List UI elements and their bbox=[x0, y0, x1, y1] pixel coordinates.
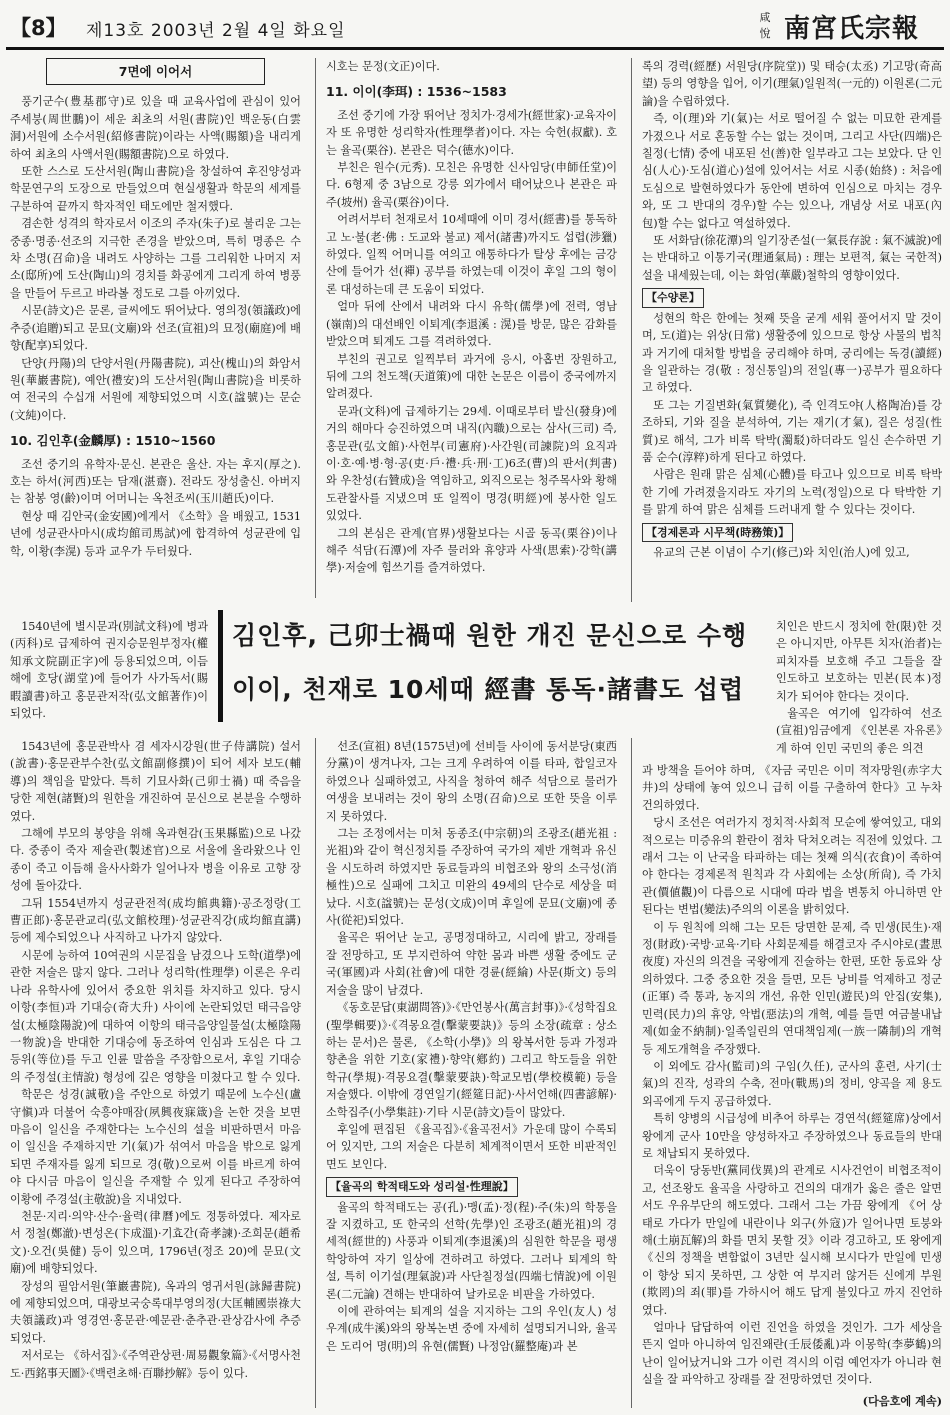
paragraph: 겸손한 성격의 학자로서 이조의 주자(朱子)로 불리운 그는 중종·명종·선조의 지극한 존경을 받았으며, 특히 명종은 수차 소명(召命)을 내려도 사양하는 그를 그리워한 나머지 저소(邸所)에 도산(陶山)의 경치를 화공에게 그리게 하여 병풍을 만들어 두르고 바라볼 정도로 그를 아끼었다. bbox=[10, 217, 301, 300]
paragraph: 얼마 뒤에 산에서 내려와 다시 유학(儒學)에 전력, 영남(嶺南)의 대선배인 이퇴계(李退溪 : 滉)를 방문, 많은 감화를 받았으며 퇴계도 그를 격려하였다. bbox=[326, 300, 617, 349]
subsection-heading: 【율곡의 학적태도와 성리설·性理說】 bbox=[326, 1177, 518, 1196]
paragraph: 어려서부터 천재로서 10세때에 이미 경서(經書)를 통독하고 노·불(老·佛 : 도교와 불교) 제서(諸書)까지도 섭렵(涉獵)하였다. 일찍 어머니를 여의고 애통하다가 탈상 후에는 금강산에 들어가 선(禪) 공부를 하였는데 이것이 후일 그의 형이론 대성하는데 큰 도움이 되었다. bbox=[326, 213, 617, 296]
paragraph: 《동호문답(東湖問答)》·《만언봉사(萬言封事)》·《성학집요(聖學輯要)》·《격몽요결(擊蒙要訣)》등의 소장(疏章 : 상소하는 문서)은 물론, 《소학(小學)》의 왕복서한 등과 가정과 향촌을 위한 기호(家禮)·향약(鄕約) 그리고 학도들을 위한 학규(學規)·격몽요결(擊蒙要訣)·학교모범(學校模範) 등을 저술했다. 이밖에 경연일기(經筵日記)·사서언해(四書諺解)·소학집주(小學集註)·기타 시문(詩文)들이 많았다. bbox=[326, 1001, 617, 1119]
section-heading: 10. 김인후(金麟厚) : 1510~1560 bbox=[10, 433, 216, 449]
paragraph: 성현의 학은 한에는 첫째 뜻을 굳게 세워 풀어서지 말 것이며, 도(道)는 위상(日常) 생활중에 있으므로 항상 사물의 법칙과 거기에 대처할 방법을 궁리해야 하며, 궁리에는 독경(讀經)을 일관하는 경(敬 : 정신통일)의 전일(專一)공부가 필요하다고 하였다. bbox=[642, 311, 942, 395]
paragraph: 또 그는 기질변화(氣質變化), 즉 인격도야(人格陶冶)를 강조하되, 기와 질을 분석하여, 기는 재기(才氣), 질은 성질(性質)로 해석, 그가 비록 탁박(濁駁)하더라도 일신 손수하면 기품 순수(淳粹)하게 된다고 하였다. bbox=[642, 398, 942, 464]
masthead bbox=[6, 6, 944, 50]
headline-1: 김인후, 己卯士禍때 원한 개진 문신으로 수행 bbox=[232, 621, 748, 650]
paragraph: 그뒤 1554년까지 성균관전적(成均館典籍)·공조정랑(工曹正郎)·홍문관교리(弘文館校理)·성균관직강(成均館直講) 등에 제수되었으나 사직하고 나가지 않았다. bbox=[10, 896, 301, 945]
section-heading: 11. 이이(李珥) : 1536~1583 bbox=[326, 84, 507, 100]
continued-box: 7면에 이어서 bbox=[46, 58, 265, 85]
paragraph: 그의 본심은 관계(官界)생활보다는 시골 동곡(栗谷)이나 해주 석담(石潭)에 자주 물러와 휴양과 사색(思索)·강학(講學)·저술에 힘쓰기를 즐겨하였다. bbox=[326, 526, 617, 575]
paragraph: 율곡은 여기에 입각하여 선조(宣祖)임금에게 《인본론 자유론》게 하여 인민 국민의 좋은 의견 bbox=[776, 707, 942, 755]
column-b bbox=[326, 58, 617, 596]
paragraph: 시문에 능하여 10여권의 시문집을 남겼으나 도학(道學)에 관한 저술은 많지 않다. 그러나 성리학(性理學) 이론은 우리나라 유학사에 있어서 중요한 위치를 차지하고 있다. 당시 이항(李恒)과 기대승(奇大升) 사이에 논란되었던 태극음양설(太極陰陽說)에 대하여 이항의 태극음양일물설(太極陰陽一物說)을 반대한 기대승에 동조하여 인심과 도심은 다 그 등위(等位)를 두고 인륜 말씀을 주장함으로서, 후일 기대승의 주정설(主情說) 형성에 깊은 영향을 미쳤다고 할 수 있다. bbox=[10, 948, 301, 1084]
masthead-small-hanja: 咸悅 bbox=[759, 11, 771, 40]
paragraph: 학문은 성경(誠敬)을 주안으로 하였기 때문에 노수신(盧守愼)과 더불어 숙흥야매잠(夙興夜寐箴)을 논한 것을 보면 마음이 일신을 주재한다는 노수신의 설을 비판하면서 마음이 일신을 주재하지만 기(氣)가 섞여서 마음을 밖으로 잃게 되면 주재자를 잃게 되므로 경(敬)으로써 이를 바르게 하여야 다시금 마음이 일신을 주재할 수 있게 된다고 주장하여 이황에 주경설(主敬說)을 지내었다. bbox=[10, 1088, 301, 1206]
paragraph: 또한 스스로 도산서원(陶山書院)을 창설하여 후진양성과 학문연구의 도장으로 만들었으며 현실생활과 학문의 세계를 구분하여 끝까지 학자적인 태도에만 철저했다. bbox=[10, 165, 301, 213]
column-e bbox=[326, 738, 617, 1408]
paragraph: 부친의 권고로 일찍부터 과거에 응시, 아홉번 장원하고, 뒤에 그의 천도책(天道策)에 대한 논문은 이름이 중국에까지 알려졌다. bbox=[326, 352, 617, 401]
subsection-heading: 【경제론과 시무책(時務策)】 bbox=[642, 523, 793, 542]
paragraph: 율곡의 학적태도는 공(孔)·맹(孟)·정(程)·주(朱)의 학통을 잘 지켰하고, 또 한국의 선학(先學)인 조광조(趙光祖)의 경세적(經世的) 사풍과 이퇴계(李退溪)의 심원한 학문을 평생 학앙하여 자기 일상에 견하려고 하였다. 그러나 퇴계의 학설, 특히 이기설(理氣說)과 사단칠정설(四端七情說)에 이원론(二元論) 견해는 반대하여 날카로운 비판을 가하였다. bbox=[326, 1200, 617, 1301]
headline-bar bbox=[218, 610, 223, 722]
paragraph: 즉, 이(理)와 기(氣)는 서로 떨어질 수 없는 미묘한 관계를 가졌으나 서로 혼동할 수는 없는 것이며, 그리고 사단(四端)은 칠정(七情) 중에 내포된 선(善)한 일부라고 그는 보았다. 단 인심(人心)·도심(道心)설에 있어서는 서로 시종(始終) : 처음에 도심으로 발현하였다가 동안에 변하여 인심으로 마치는 경우와, 또 그 반대의 경우)할 수는 있으나, 개념상 서로 내포(內包)할 수는 없다고 역설하였다. bbox=[642, 112, 942, 230]
paragraph: 풍기군수(豊基郡守)로 있을 때 교육사업에 관심이 있어 주세붕(周世鵬)이 세운 최초의 서원(書院)인 백운동(白雲洞)서원에 소수서원(紹修書院)이라는 사액(賜額)을 내리게 하여 최초의 사액서원(賜額書院)으로 하였다. bbox=[10, 95, 301, 161]
paragraph: 더욱이 당동반(黨同伐異)의 관계로 시사건언이 비협조적이고, 선조왕도 율곡을 사랑하고 건의의 대개가 옳은 줄은 알면서도 우유부단의 해도였다. 그래서 그는 가끔 왕에게 《어 상태로 가다가 만일에 내란이나 외구(外寇)가 일어나면 토붕와해(土崩瓦解)의 화를 면치 못할 것》이라 경고하고, 또 왕에게 《신의 정책을 변함없이 3년만 실시해 보시다가 만일에 민생이 향상 되지 못하면, 그 상한 여 부지러 않거든 신에게 부원(欺罔)의 죄(罪)를 가하시어 해도 답게 불있다고 까지 진언하였다. bbox=[642, 1164, 942, 1317]
paragraph: 록의 경력(經歷) 서원당(序院堂)) 및 태승(太丞) 기고망(奇高望) 등의 영향을 입어, 이기(理氣)일원적(一元的) 이원론(二元論)을 수립하였다. bbox=[642, 60, 942, 108]
paragraph: 사람은 원래 맑은 심체(心體)를 타고나 있으므로 비록 탁박한 기에 가려졌을지라도 자기의 노력(정일)으로 다 탁박한 기를 맑게 하여 맑은 심체를 드러내게 할 수 있다는 것이다. bbox=[642, 468, 942, 517]
paper-title: 南宮氏宗報 bbox=[784, 14, 920, 44]
column-divider bbox=[315, 738, 316, 1408]
headline-block bbox=[218, 602, 768, 732]
column-divider bbox=[315, 58, 316, 598]
paragraph: 천문·지리·의약·산수·율력(律曆)에도 정통하였다. 제자로서 정철(鄭澈)·변성온(卞成溫)·기효간(奇孝諫)·조희문(趙希文)·오건(吳健) 등이 있으며, 1796년(정조 20)에 문묘(文廟)에 배향되었다. bbox=[10, 1209, 301, 1276]
paragraph: 유교의 근본 이념이 수기(修己)와 치인(治人)에 있고, bbox=[653, 545, 910, 559]
paragraph: 당시 조선은 여러가지 정치적·사회적 모순에 쌓여있고, 대외적으로는 미증유의 환란이 점차 닥쳐오려는 직전에 있었다. 그래서 그는 이 난국을 타파하는 데는 첫째 의식(衣食)이 족하여야 한다는 경제론적 원칙과 각 사회에는 소상(所尙), 즉 가치관(價値觀)이 다름으로 시대에 따라 법을 변통치 아니하면 안된다는 변법(變法)주의의 이론을 밝히었다. bbox=[642, 816, 942, 917]
paragraph: 이 두 원칙에 의해 그는 모든 당면한 문제, 즉 민생(民生)·재정(財政)·국방·교육·기타 사회문제를 해결코자 주시야로(晝思夜度) 자신의 의견을 국왕에게 진술하는 한편, 또한 동료와 상의하였다. 그중 중요한 것을 들면, 모든 낭비를 억제하고 정군(正軍) 즉 통과, 농지의 개선, 유한 인민(遊民)의 안집(安集), 민력(民力)의 휴양, 악법(惡法)의 개혁, 예를 들면 여금불내납제(如金不納制)·일족일린의 연대책임제(一族一隣制)의 개혁 등 제도개혁을 주장했다. bbox=[642, 920, 942, 1056]
paragraph: 시호는 문정(文正)이다. bbox=[326, 60, 440, 73]
paragraph: 치인은 반드시 정치에 한(限)한 것은 아니지만, 아무튼 치자(治者)는 피치자를 보호해 주고 그들을 잘 인도하고 보호하는 민본(民本)정치가 되어야 한다는 것이다. bbox=[776, 620, 942, 703]
paragraph: 그해에 부모의 봉양을 위해 옥과현감(玉果縣監)으로 나갔다. 중종이 죽자 제술관(製述官)으로 서울에 올라왔으나 인종이 죽고 이듬해 을사사화가 일어나자 병을 이유로 고향 장성에 돌아갔다. bbox=[10, 827, 301, 893]
subsection-heading: 【수양론】 bbox=[642, 288, 704, 307]
paragraph: 1543년에 홍문관박사 겸 세자시강원(世子侍講院) 설서(說書)·홍문관부수찬(弘文館副修撰)이 되어 세자 보도(輔導)의 책임을 맡았다. 특히 기묘사화(己卯士禍) 때 죽음을 당한 제현(諸賢)의 원한을 개진하여 문신으로 본분을 수행하였다. bbox=[10, 740, 301, 823]
paragraph: 이에 관하여는 퇴계의 설을 지지하는 그의 우인(友人) 성우계(成牛溪)와의 왕복논변 중에 자세히 설명되거니와, 율곡은 도리어 명(明)의 유현(儒賢) 나정암(羅整庵)과 본 bbox=[326, 1305, 617, 1353]
headline-2: 이이, 천재로 10세때 經書 통독·諸書도 섭렵 bbox=[232, 675, 745, 704]
paragraph: 얼마나 답답하여 이런 진언을 하였을 것인가. 그가 세상을 뜬지 얼마 아니하여 임진왜란(壬辰倭亂)과 이몽학(李夢鶴)의 난이 일어났거니와 그가 이런 격시의 이럼 예언자가 아니라 현실을 잘 파악하고 장래를 잘 전망하였던 것이다. bbox=[642, 1321, 942, 1387]
column-d bbox=[10, 738, 301, 1408]
paragraph: 저서로는 《하서집》·《주역관상편·周易觀象篇》·《서명사천도·西銘事天圖》·《백련초해·百聯抄解》등이 있다. bbox=[10, 1349, 301, 1380]
paragraph: 특히 양병의 시급성에 비추어 하루는 경연석(經筵席)상에서 왕에게 군사 10만을 양성하자고 주장하였으나 동료들의 반대로 채납되지 못하였다. bbox=[642, 1112, 942, 1160]
column-f bbox=[642, 762, 942, 1408]
paragraph: 조선 중기에 가장 뛰어난 정치가·경세가(經世家)·교육자이자 또 유명한 성리학자(性理學者)이다. 자는 숙헌(叔獻). 호는 율곡(栗谷). 본관은 덕수(德水)이다. bbox=[326, 108, 617, 157]
column-a bbox=[10, 58, 301, 596]
paragraph: 현상 때 김안국(金安國)에게서 《소학》을 배웠고, 1531년에 성균관사마시(成均館司馬試)에 합격하여 성균관에 입학, 이황(李滉) 등과 교우가 두터웠다. bbox=[10, 509, 301, 558]
paragraph: 단양(丹陽)의 단양서원(丹陽書院), 괴산(槐山)의 화암서원(華巖書院), 예안(禮安)의 도산서원(陶山書院)을 비롯하여 전국의 수십개 서원에 제향되었으며 시호(諡號)는 문순(文純)이다. bbox=[10, 356, 301, 422]
paragraph: 이 외에도 감사(監司)의 구임(久任), 군사의 훈련, 사기(士氣)의 진작, 성곽의 수축, 전마(戰馬)의 정비, 양곡을 제 용도 외곡에게 두지 공급하였다. bbox=[642, 1059, 942, 1108]
column-a-continued bbox=[10, 618, 208, 728]
column-divider bbox=[631, 738, 632, 1408]
paragraph: 후일에 편집된 《율곡집》·《율곡전서》가운데 많이 수록되어 있지만, 그의 저술은 다분히 체계적이면서 또한 비판적인 면도 보인다. bbox=[326, 1122, 617, 1171]
page-number: 【8】 bbox=[10, 16, 67, 40]
column-divider bbox=[631, 58, 632, 618]
paragraph: 장성의 필암서원(筆巖書院), 옥과의 영귀서원(詠歸書院)에 제향되었으며, 대광보국숭록대부영의정(大匡輔國崇祿大夫領議政)과 영경연·홍문관·예문관·춘추관·관상감사에 추증되었다. bbox=[10, 1279, 301, 1345]
paragraph: 또 서화담(徐花潭)의 일기장존설(一氣長存說 : 氣不滅說)에는 반대하고 이통기국(理通氣局) : 理는 보편적, 氣는 국한적)설을 내세웠는데, 이는 화엄(華嚴)철학의 영향이었다. bbox=[642, 234, 942, 282]
paragraph: 선조(宣祖) 8년(1575년)에 선비들 사이에 동서분당(東西分黨)이 생겨나자, 그는 크게 우려하여 이를 타파, 합일코자 하였으나 실패하였고, 사직을 청하여 해주 석담으로 물러가 여생을 보내려는 것이 왕의 소명(召命)으로 또한 뜻을 이루지 못하였다. bbox=[326, 740, 617, 823]
paragraph: 시문(詩文)은 문론, 글씨에도 뛰어났다. 영의정(領議政)에 추증(追贈)되고 문묘(文廟)와 선조(宣祖)의 묘정(廟庭)에 배향(配享)되었다. bbox=[10, 304, 301, 353]
paragraph: 과 방책을 듣어야 하며, 《자금 국민은 이미 적자망원(赤字大井)의 상태에 놓여 있으니 급히 이를 구출하여 한다》고 누차 건의하였다. bbox=[642, 764, 942, 812]
column-c bbox=[642, 58, 942, 618]
column-c-continued bbox=[776, 618, 942, 758]
issue-date: 제13호 2003년 2월 4일 화요일 bbox=[86, 21, 346, 41]
paragraph: 1540년에 별시문과(別試文科)에 병과(丙科)로 급제하여 권지승문원부정자(權知承文院副正字)에 등용되었으며, 이듬해에 호당(湖堂)에 들어가 사가독서(賜暇讀書)하고 홍문관저작(弘文館著作)이 되었다. bbox=[10, 620, 208, 721]
paragraph: 문과(文科)에 급제하기는 29세. 이때로부터 발신(發身)에 거의 해마다 승진하였으며 내직(內職)으로는 삼사(三司) 즉, 홍문관(弘文館)·사헌부(司憲府)·사간원(司諫院)의 요직과 이·호·예·병·형·공(吏·戶·禮·兵·刑·工)6조(曹)의 판서(判書)와 우찬성(右贊成)을 역임하고, 외직으로는 청주목사와 황해도관찰사를 지냈으며 또 일찍이 명경(明經)에 봉사한 일도 있었다. bbox=[326, 404, 617, 523]
paragraph: 조선 중기의 유학자·문신. 본관은 울산. 자는 후지(厚之). 호는 하서(河西)또는 담재(湛齋). 전라도 장성출신. 아버지는 참봉 영(齡)이며 어머니는 옥천조씨(玉川趙氏)이다. bbox=[10, 457, 301, 506]
paragraph: 그는 조정에서는 미처 동종조(中宗朝)의 조광조(趙光祖 : 光祖)와 같이 혁신정치를 주장하여 국가의 제반 개혁과 유신을 시도하려 하였지만 동료들과의 비협조와 왕의 소극성(消極性)으로 실패에 그치고 미완의 49세의 단수로 세상을 떠났다. 시호(諡號)는 문성(文成)이며 후일에 문묘(文廟)에 종사(從祀)되었다. bbox=[326, 827, 617, 928]
continued-next-issue: (다음호에 계속) bbox=[862, 1393, 942, 1408]
paragraph: 율곡은 뛰어난 눈고, 공명정대하고, 시리에 밝고, 장래를 잘 전망하고, 또 부지런하여 약한 몸과 바쁜 생활 중에도 군국(軍國)과 사회(社會)에 대한 경륜(經綸) 사문(斯文) 등의 저술을 많이 남겼다. bbox=[326, 931, 617, 997]
paragraph: 부친은 원수(元秀). 모친은 유명한 신사임당(申師任堂)이다. 6형제 중 3남으로 강릉 외가에서 태어났으나 본관은 파주(坡州) 율곡(栗谷)이다. bbox=[326, 161, 617, 209]
